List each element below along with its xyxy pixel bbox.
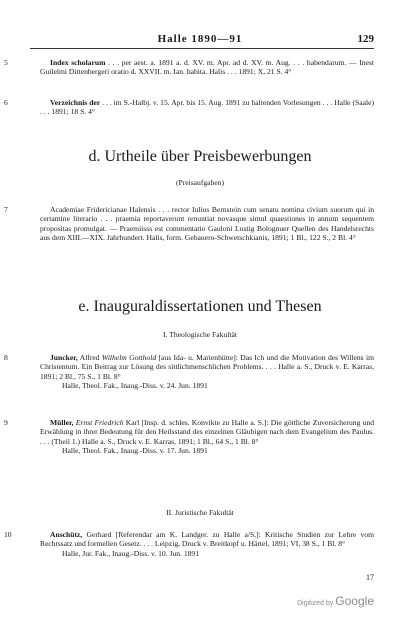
entry-text: . . . per aest. a. 1891 a. d. XV. m. Apr. ad d. XV. m. Aug. . . . habendarum. — Inest Guilelmi Dittenbergeri oratio d. XXVII. m. Ian. habita. Halis . . . 1891; X, 21 S. 4°	[40, 58, 374, 77]
entry-number: 8	[4, 353, 8, 362]
entry-text: Gerhard [Referendar am K. Landger. zu Halle a/S.]: Kritische Studien zur Lehre vom Rechtssatz und formellen Gesetz. . . . Leipzig, Druck v. Breitkopf u. Härtel, 1891; VI, 38 S., 1 Bl. 8°	[40, 530, 374, 549]
entry-6	[40, 98, 374, 117]
entry-text: . . . im S.-Halbj. v. 15. Apr. bis 15. Aug. 1891 zu haltenden Vorlesungen . . . Halle (Saale) . . . 1891; 18 S. 4°	[40, 98, 375, 117]
entry-note: Halle, Theol. Fak., Inaug.-Diss. v. 24. Jun. 1891	[62, 381, 208, 391]
watermark-prefix: Digitized by	[297, 600, 334, 607]
entry-lead: Müller,	[50, 418, 74, 427]
section-heading-d: d. Urtheile über Preisbewerbungen	[88, 148, 312, 165]
faculty-heading-law: II. Juristische Fakultät	[166, 508, 234, 517]
entry-note: Halle, Jur. Fak., Inaug.-Diss. v. 10. Jun. 1891	[62, 548, 200, 558]
entry-text: [aus Ida- u. Marienhütte]: Das Ich und die Motivation des Willens im Christentum. Ein Beitrag zur Lösung des sittlichmenschlichen Problems. . . . Halle a. S., Druck v. E. Karras, 1891; 2 Bl., 75 S., 1 Bl. 8°	[40, 353, 374, 381]
entry-lead: Juncker,	[50, 353, 78, 362]
entry-name: Alfred	[77, 353, 102, 362]
entry-lead: Anschütz,	[50, 530, 83, 539]
entry-9	[40, 418, 374, 456]
digitized-watermark	[297, 594, 374, 608]
entry-10	[40, 530, 374, 558]
entry-note: Halle, Theol. Fak., Inaug.-Diss. v. 17. Jun. 1891	[62, 446, 208, 456]
entry-number: 5	[4, 58, 8, 67]
header-rule	[30, 48, 374, 49]
watermark-brand: Google	[335, 594, 374, 608]
entry-number: 6	[4, 98, 8, 107]
entry-number: 7	[4, 205, 8, 214]
running-header-title: Halle 1890—91	[157, 33, 243, 45]
faculty-heading-theology: I. Theologische Fakultät	[163, 330, 237, 339]
entry-lead: Verzeichnis der	[50, 98, 101, 107]
entry-5	[40, 58, 374, 77]
entry-lead: Index scholarum	[50, 58, 106, 67]
entry-name-italic: Wilhelm Gotthold	[101, 353, 157, 362]
entry-number: 10	[4, 530, 12, 539]
entry-8	[40, 353, 374, 391]
entry-number: 9	[4, 418, 8, 427]
entry-name-italic: Ernst Friedrich	[73, 418, 124, 427]
entry-text: Karl [Insp. d. schles. Konvikte zu Halle a. S.]: Die göttliche Zuversicherung und Erwählung in ihrer Bedeutung für den Heilsstand des einzelnen Gläubigen nach dem Evangelium des Paulus. . . . (Theil 1.) Halle a. S., Druck v. E. Karras, 1891; 1 Bl., 64 S., 1 Bl. 8°	[40, 418, 375, 446]
entry-7: Academiae Fridericianae Halensis . . . rector Iulius Bernstein cum senatu nomina civium suorum qui in certamine literario . . . praemia reportaverunt renuntiat novasque simul quaestiones in annum sequentem propositas promulgat. — Praemiisss est commentatio Gauloni Lustig Bolognuer Quellen des Handelsrechts aus dem XIII.—XIX. Jahrhundert. Halis, form. Gebauero-Schwetschkianis, 1891; 1 Bl., 122 S., 2 Bl. 4°	[40, 205, 374, 243]
signature-mark: 17	[366, 573, 374, 582]
page-number: 129	[357, 33, 374, 45]
section-subheading-d: (Preisaufgaben)	[175, 178, 225, 187]
section-heading-e: e. Inauguraldissertationen und Thesen	[78, 298, 322, 315]
